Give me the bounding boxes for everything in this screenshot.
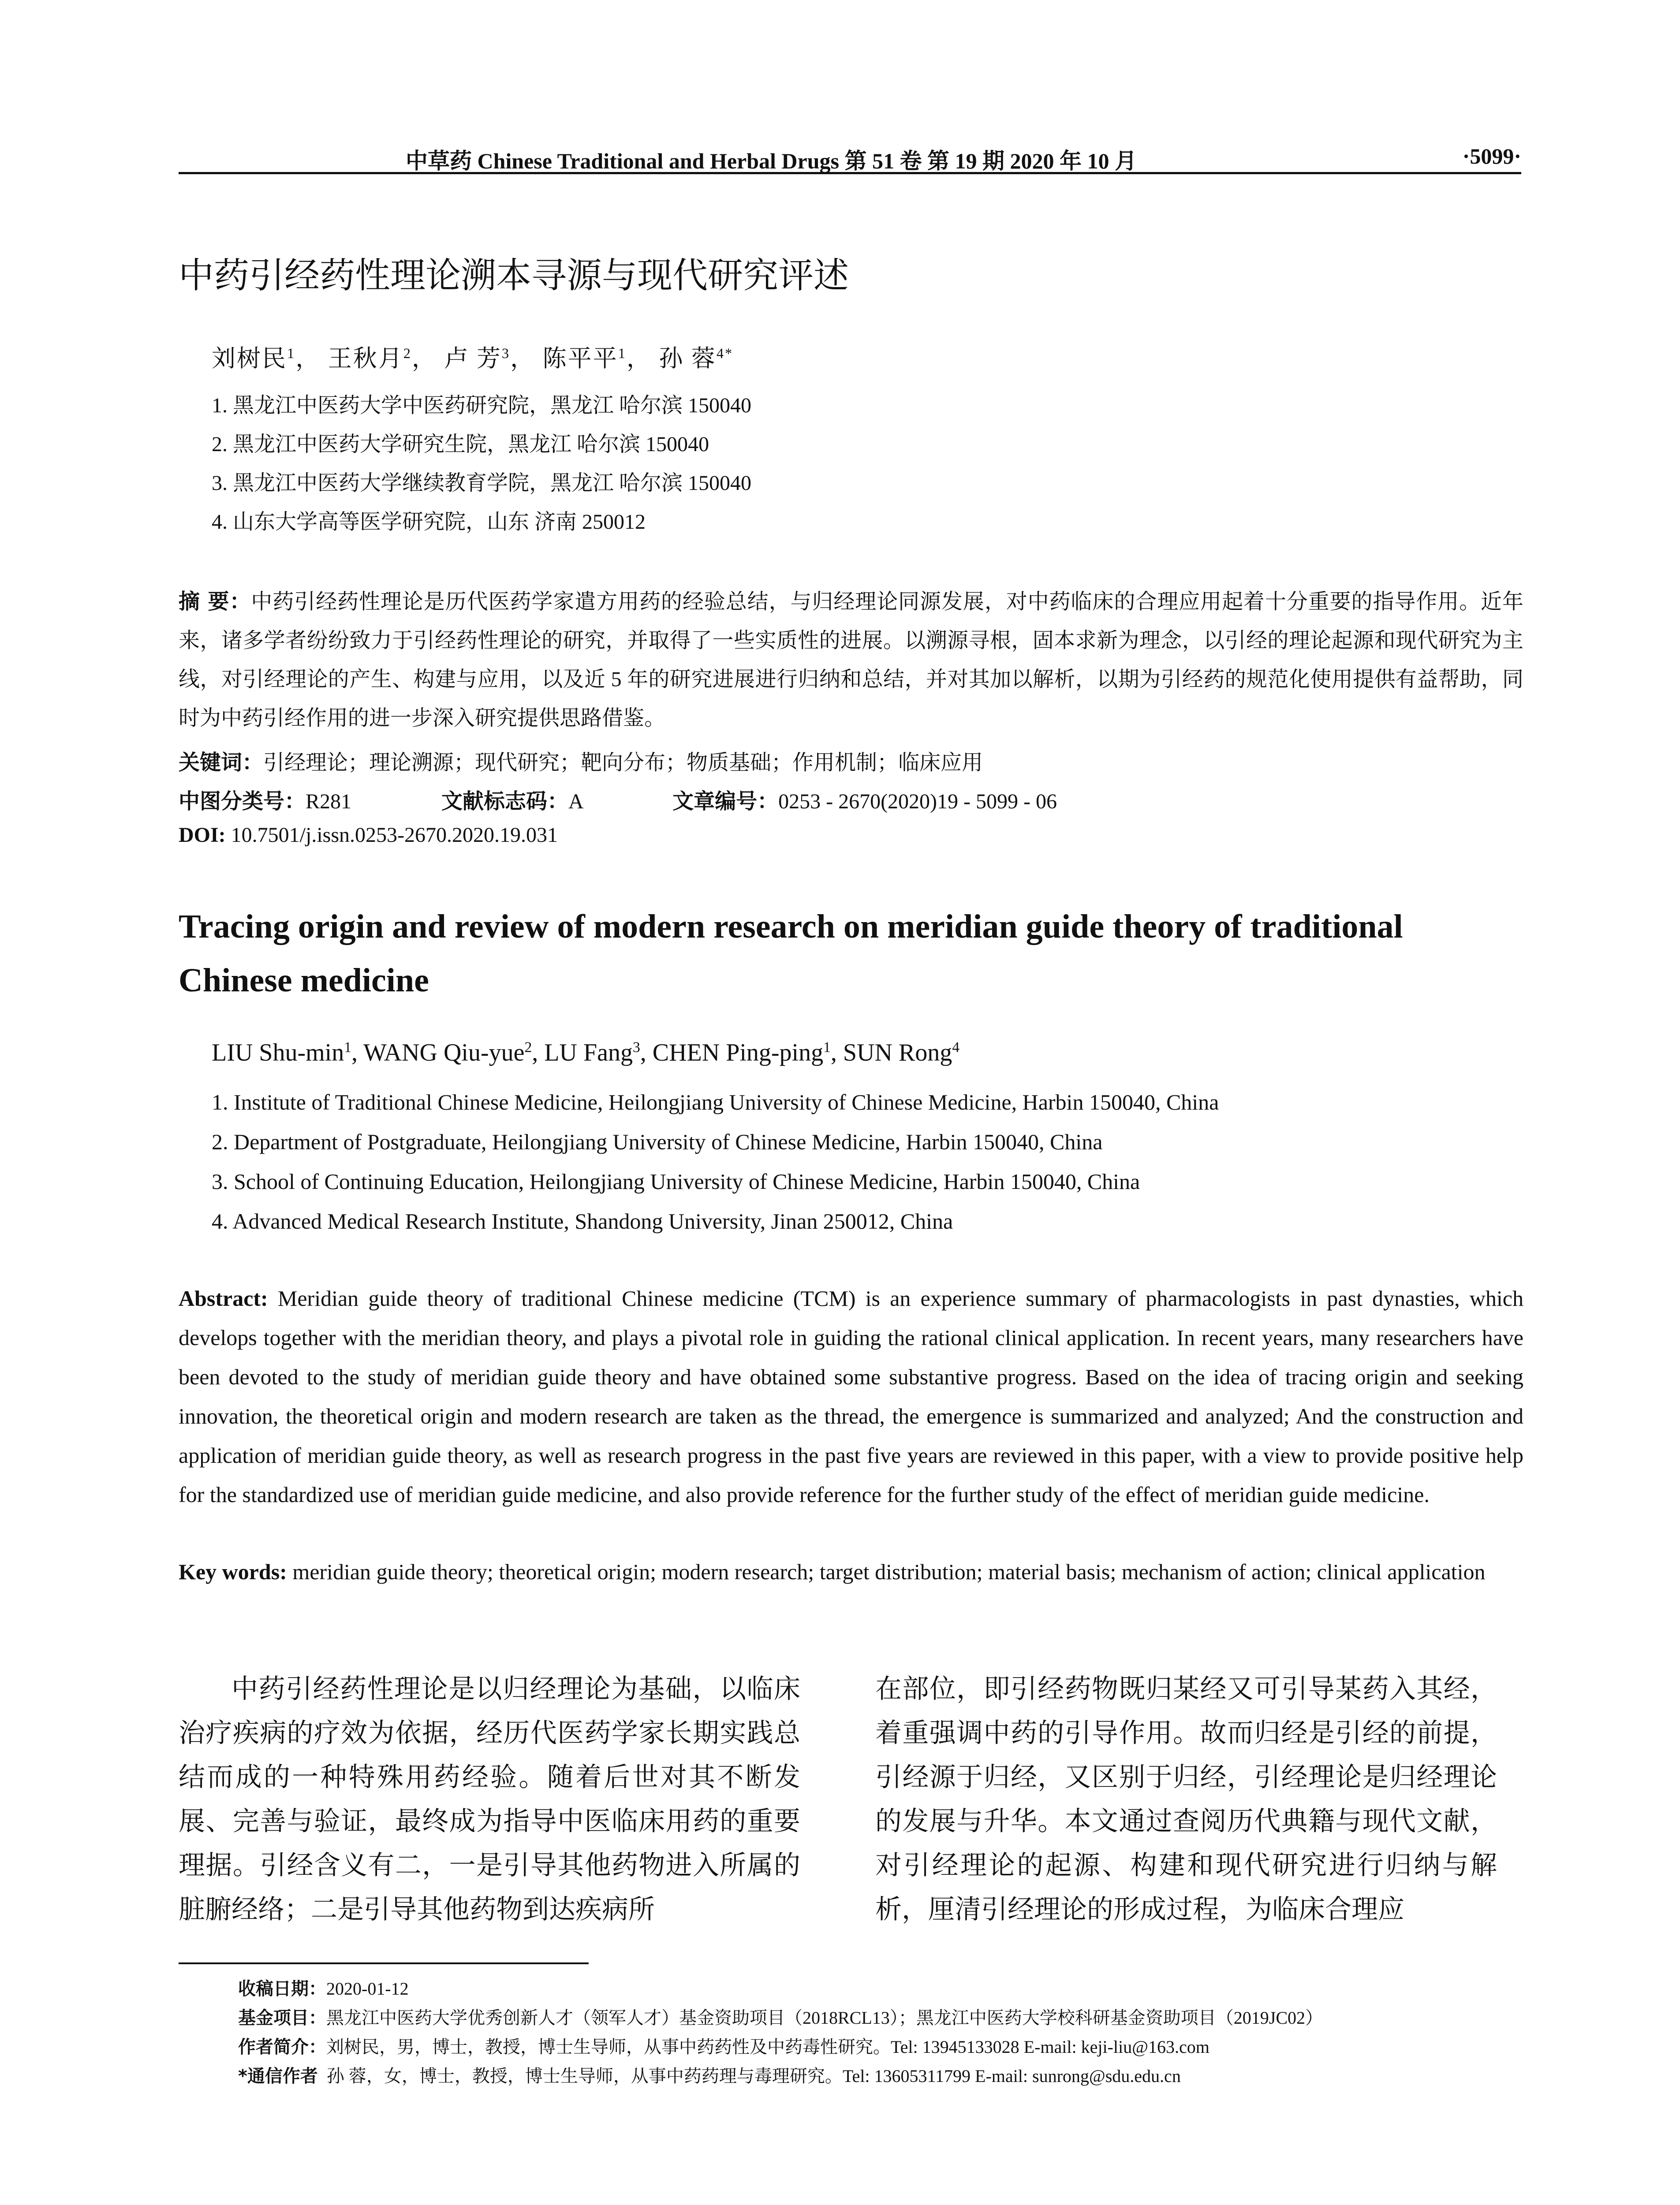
- footnote-received: [238, 1975, 409, 2000]
- page-number: ·5099·: [1462, 144, 1521, 168]
- author-mark: 3: [632, 1039, 640, 1056]
- author-name: 王秋月: [328, 345, 403, 372]
- english-affiliation: 1. Institute of Traditional Chinese Medicine, Heilongjiang University of Chinese Medicine, Harbin 150040, China: [212, 1090, 1219, 1114]
- chinese-affiliation: 2. 黑龙江中医药大学研究生院，黑龙江 哈尔滨 150040: [212, 433, 709, 456]
- footnote-label: 收稿日期：: [238, 1979, 326, 1999]
- english-affiliation: 4. Advanced Medical Research Institute, Shandong University, Jinan 250012, China: [212, 1209, 953, 1233]
- author-name: LU Fang: [544, 1039, 633, 1066]
- footnote-corresponding-author: [238, 2062, 1181, 2087]
- chinese-authors: 刘树民$^1$， 王秋月$^2$， 卢 芳$^3$， 陈平平$^1$， 孙 蓉$^{4*}$: [212, 345, 734, 372]
- keywords-text: 引经理论；理论溯源；现代研究；靶向分布；物质基础；作用机制；临床应用: [263, 751, 983, 774]
- article-number-label: 文章编号：: [672, 789, 779, 814]
- chinese-affiliation: 4. 山东大学高等医学研究院，山东 济南 250012: [212, 510, 646, 534]
- author-name: 卢 芳: [444, 345, 502, 372]
- author-mark: 1: [823, 1039, 831, 1056]
- doccode-value: A: [568, 790, 583, 813]
- author-mark: 1: [287, 346, 296, 362]
- abstract-text: Meridian guide theory of traditional Chinese medicine (TCM) is an experience summary of pharmacologists in past dynasties, which develops together with the meridian theory, and plays a pivotal role in guiding the rational clinical application. In recent years, many researchers have been devoted to the study of meridian guide theory and have obtained some substantive progress. Based on the idea of tracing origin and seeking innovation, the theoretical origin and modern research are taken as the thread, the emergence is summarized and analyzed; And the construction and application of meridian guide theory, as well as research progress in the past five years are reviewed in this paper, with a view to provide positive help for the standardized use of meridian guide medicine, and also provide reference for the further study of the effect of meridian guide medicine.: [179, 1286, 1523, 1507]
- footnote-divider: [179, 1962, 589, 1964]
- body-column-right: 在部位，即引经药物既归某经又可引导某药入其经，着重强调中药的引导作用。故而归经是引经的前提，引经源于归经，又区别于归经，引经理论是归经理论的发展与升华。本文通过查阅历代典籍与现代文献，对引经理论的起源、构建和现代研究进行归纳与解析，厘清引经理论的形成过程，为临床合理应: [875, 1674, 1497, 1924]
- author-mark: 4*: [716, 346, 734, 362]
- chinese-affiliation: 1. 黑龙江中医药大学中医药研究院，黑龙江 哈尔滨 150040: [212, 394, 752, 417]
- english-affiliation: 3. School of Continuing Education, Heilongjiang University of Chinese Medicine, Harbin 150040, China: [212, 1169, 1140, 1194]
- author-mark: 1: [344, 1039, 352, 1056]
- chinese-abstract: [179, 582, 1523, 738]
- footnote-label: *通信作者: [238, 2066, 318, 2086]
- doi-value: 10.7501/j.issn.0253-2670.2020.19.031: [231, 823, 558, 847]
- abstract-label: Abstract:: [179, 1286, 268, 1311]
- classification-line: [179, 784, 1057, 815]
- author-mark: 3: [501, 346, 511, 362]
- author-mark: 2: [403, 346, 412, 362]
- footnote-text: 黑龙江中医药大学优秀创新人才（领军人才）基金资助项目（2018RCL13）；黑龙江中医药大学校科研基金资助项目（2019JC02）: [326, 2008, 1323, 2028]
- english-affiliation: 2. Department of Postgraduate, Heilongjiang University of Chinese Medicine, Harbin 150040, China: [212, 1129, 1103, 1154]
- keywords-label: 关键词：: [179, 750, 264, 775]
- author-name: 陈平平: [542, 345, 618, 372]
- keywords-label: Key words:: [179, 1559, 287, 1584]
- chinese-keywords: [179, 745, 983, 776]
- chinese-affiliation: 3. 黑龙江中医药大学继续教育学院，黑龙江 哈尔滨 150040: [212, 471, 752, 495]
- clc-value: R281: [306, 790, 352, 813]
- footnote-author-bio: [238, 2033, 1210, 2058]
- english-title: Tracing origin and review of modern research on meridian guide theory of traditional Chinese medicine: [179, 908, 1403, 999]
- chinese-title: 中药引经药性理论溯本寻源与现代研究评述: [179, 255, 849, 296]
- author-name: 孙 蓉: [659, 345, 717, 372]
- english-authors: LIU Shu-$\min^1$, WANG Qiu-yue$^2$, LU Fang$^3$, CHEN Ping-ping$^1$, SUN Rong$^4$: [212, 1039, 960, 1066]
- author-name: CHEN Ping-ping: [652, 1039, 824, 1066]
- author-name: WANG Qiu-yue: [363, 1039, 525, 1066]
- article-number-value: 0253 - 2670(2020)19 - 5099 - 06: [778, 790, 1057, 813]
- footnote-label: 作者简介：: [238, 2037, 326, 2057]
- author-mark: 4: [952, 1039, 960, 1056]
- doccode-label: 文献标志码：: [441, 789, 569, 814]
- english-abstract: [179, 1279, 1523, 1514]
- footnote-text: 孙 蓉，女，博士，教授，博士生导师，从事中药药理与毒理研究。Tel: 13605311799 E-mail: sunrong@sdu.edu.cn: [326, 2066, 1181, 2086]
- footnote-text: 2020-01-12: [326, 1979, 409, 1999]
- abstract-text: 中药引经药性理论是历代医药学家遣方用药的经验总结，与归经理论同源发展，对中药临床的合理应用起着十分重要的指导作用。近年来，诸多学者纷纷致力于引经药性理论的研究，并取得了一些实质性的进展。以溯源寻根，固本求新为理念，以引经的理论起源和现代研究为主线，对引经理论的产生、构建与应用，以及近 5 年的研究进展进行归纳和总结，并对其加以解析，以期为引经药的规范化使用提供有益帮助，同时为中药引经作用的进一步深入研究提供思路借鉴。: [179, 590, 1523, 730]
- author-name: LIU Shu-min: [212, 1039, 344, 1066]
- footnote-funding: [238, 2004, 1323, 2029]
- journal-info: 中草药 Chinese Traditional and Herbal Drugs 第 51 卷 第 19 期 2020 年 10 月: [406, 149, 1137, 173]
- keywords-text: meridian guide theory; theoretical origin; modern research; target distribution; material basis; mechanism of action; clinical application: [292, 1559, 1486, 1584]
- author-mark: 1: [618, 346, 627, 362]
- doi-label: DOI:: [179, 823, 226, 847]
- english-keywords: [179, 1552, 1523, 1592]
- doi-line: [179, 823, 558, 847]
- abstract-label: 摘 要：: [179, 589, 251, 614]
- author-name: SUN Rong: [843, 1039, 952, 1066]
- footnote-text: 刘树民，男，博士，教授，博士生导师，从事中药药性及中药毒性研究。Tel: 13945133028 E-mail: keji-liu@163.com: [326, 2037, 1210, 2057]
- footnote-label: 基金项目：: [238, 2008, 326, 2028]
- body-column-left: 中药引经药性理论是以归经理论为基础，以临床治疗疾病的疗效为依据，经历代医药学家长期实践总结而成的一种特殊用药经验。随着后世对其不断发展、完善与验证，最终成为指导中医临床用药的重要理据。引经含义有二，一是引导其他药物进入所属的脏腑经络；二是引导其他药物到达疾病所: [179, 1674, 800, 1924]
- author-mark: 2: [524, 1039, 532, 1056]
- author-name: 刘树民: [212, 345, 287, 372]
- running-header: [179, 132, 1521, 174]
- clc-label: 中图分类号：: [179, 789, 306, 814]
